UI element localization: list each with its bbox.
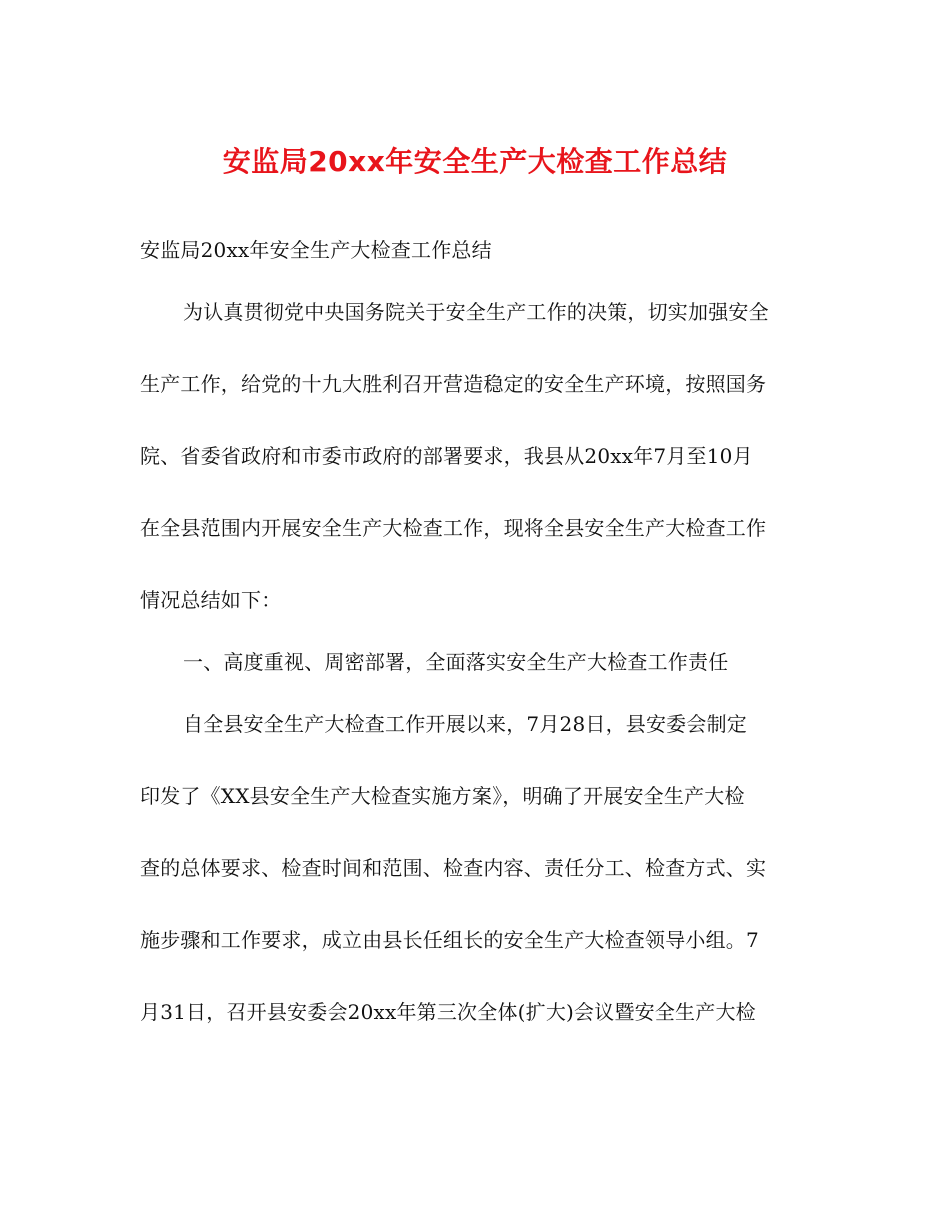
paragraph-line: 院、省委省政府和市委市政府的部署要求，我县从20xx年7月至10月 xyxy=(140,444,753,468)
document-title: 安监局20xx年安全生产大检查工作总结 xyxy=(222,145,728,178)
paragraph-line: 在全县范围内开展安全生产大检查工作，现将全县安全生产大检查工作 xyxy=(140,516,767,540)
paragraph-line: 施步骤和工作要求，成立由县长任组长的安全生产大检查领导小组。7 xyxy=(140,928,759,952)
paragraph-line: 月31日，召开县安委会20xx年第三次全体(扩大)会议暨安全生产大检 xyxy=(140,1000,756,1024)
paragraph-line: 生产工作，给党的十九大胜利召开营造稳定的安全生产环境，按照国务 xyxy=(140,372,767,396)
paragraph-line: 情况总结如下： xyxy=(140,588,282,612)
paragraph-line: 印发了《XX县安全生产大检查实施方案》，明确了开展安全生产大检 xyxy=(140,784,745,808)
subtitle-line: 安监局20xx年安全生产大检查工作总结 xyxy=(140,238,492,262)
paragraph-line: 为认真贯彻党中央国务院关于安全生产工作的决策，切实加强安全 xyxy=(183,300,769,324)
paragraph-line: 查的总体要求、检查时间和范围、检查内容、责任分工、检查方式、实 xyxy=(140,856,767,880)
paragraph-line: 自全县安全生产大检查工作开展以来，7月28日，县安委会制定 xyxy=(183,712,747,736)
section-heading: 一、高度重视、周密部署，全面落实安全生产大检查工作责任 xyxy=(183,650,729,674)
